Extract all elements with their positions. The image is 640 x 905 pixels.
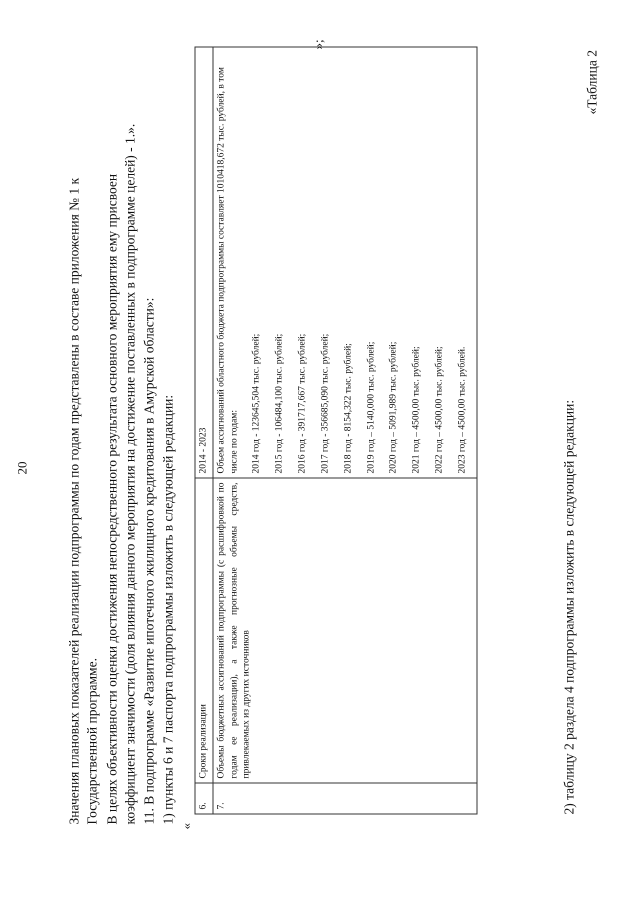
- paragraph-plan-values: Значения плановых показателей реализации подпрограммы по годам представлены в составе приложения № 1 к: [66, 177, 82, 825]
- financing-year: 2022 год – 4500,00 тыс. рублей;: [434, 346, 445, 474]
- quote-close-mark: »;: [310, 39, 326, 50]
- rotated-page: [1, 0, 640, 905]
- financing-year: 2019 год – 5140,000 тыс. рублей;: [366, 341, 376, 474]
- row-value: 2014 - 2023: [195, 47, 213, 478]
- paragraph-item-11: 11. В подпрограмме «Развитие ипотечного жилищного кредитования в Амурской области»:: [141, 297, 157, 825]
- table-2-heading: «Таблица 2: [584, 50, 600, 115]
- row-label: Объемы бюджетных ассигнований подпрограммы (с расшифровкой по годам ее реализации), а также прогнозные объемы средств, привлекаемых из других источников: [213, 478, 477, 783]
- row-number: 7.: [213, 783, 477, 814]
- financing-year: 2016 год - 391717,667 тыс. рублей;: [297, 333, 308, 474]
- page-number: 20: [14, 461, 30, 475]
- paragraph-objectivity-cont: коэффициент значимости (доля влияния данного мероприятия на достижение поставленных в подпрограмме целей) - 1.».: [122, 123, 138, 825]
- paragraph-objectivity: В целях объективности оценки достижения непосредственного результата основного мероприятия ему присвоен: [104, 173, 120, 825]
- financing-year: 2017 год - 356685,090 тыс. рублей;: [320, 333, 331, 474]
- financing-year: 2014 год - 123645,504 тыс. рублей;: [251, 333, 262, 474]
- paragraph-subitem-1: 1) пункты 6 и 7 паспорта подпрограммы изложить в следующей редакции:: [160, 394, 176, 825]
- financing-year: 2021 год – 4500,00 тыс. рублей;: [411, 346, 422, 474]
- paragraph-subitem-2: 2) таблицу 2 раздела 4 подпрограммы изложить в следующей редакции:: [561, 399, 577, 815]
- paragraph-plan-values-cont: Государственной программе.: [84, 658, 100, 825]
- quote-open-mark: «: [178, 823, 194, 830]
- financing-year: 2018 год - 8154,322 тыс. рублей;: [343, 343, 354, 474]
- row-number: 6.: [195, 783, 213, 814]
- table-row: [213, 47, 477, 814]
- financing-year: 2023 год – 4500,00 тыс. рублей.: [457, 346, 468, 474]
- financing-intro: Объем ассигнований областного бюджета подпрограммы составляет 1010418,672 тыс. рублей, в том числе по годам:: [216, 67, 240, 474]
- financing-year: 2020 год – 5091,989 тыс. рублей;: [388, 341, 399, 474]
- table-row: [195, 47, 213, 814]
- row-label: Сроки реализации: [195, 478, 213, 783]
- passport-table: [195, 47, 478, 815]
- financing-year: 2015 год - 106484,100 тыс. рублей;: [274, 333, 285, 474]
- row-value-financing: [213, 47, 477, 478]
